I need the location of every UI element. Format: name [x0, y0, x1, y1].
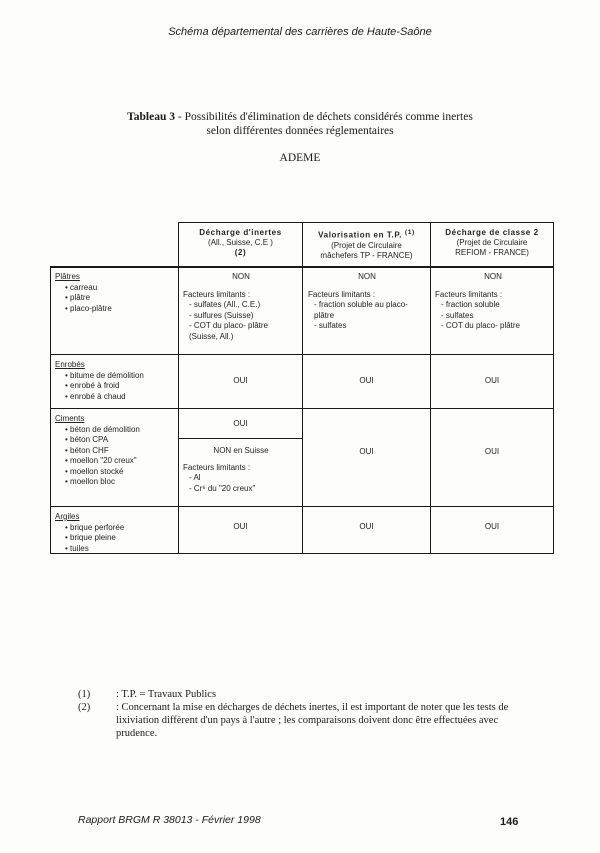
table-title [80, 110, 520, 138]
footnotes [78, 688, 524, 740]
list-item: - sulfates [441, 311, 551, 322]
cell-argiles-decharge-classe-2: OUI [484, 522, 500, 531]
list-item: - COT du placo- plâtre (Suisse, All.) [189, 321, 299, 342]
list-item: • brique perforée [65, 523, 177, 534]
cell-platres-decharge-classe-2: NON Facteurs limitants : - fraction soluble - sulfates - COT du placo- plâtre [435, 272, 551, 332]
list-item: • béton de démolition [65, 425, 177, 436]
column-header-decharge-inertes: Décharge d'inertes (All., Suisse, C.E ) (2) [199, 228, 282, 257]
cell-enrobes-decharge-classe-2: OUI [484, 376, 500, 385]
cell-argiles-valorisation-tp: OUI [359, 522, 374, 531]
list-item: • enrobé à froid [65, 381, 177, 392]
table-line [302, 222, 303, 554]
elimination-table [50, 222, 554, 554]
table-line [178, 222, 179, 554]
row-label-ciments: Ciments • béton de démolition • béton CPA • béton CHF • moellon "20 creux" • moellon stocké • moellon bloc [55, 414, 177, 488]
list-item: - Al [189, 473, 299, 484]
list-item: • tuiles [65, 544, 177, 555]
cell-platres-decharge-inertes: NON Facteurs limitants : - sulfates (All., C.E.) - sulfures (Suisse) - COT du placo- plâtre (Suisse, All.) [183, 272, 299, 342]
cell-ciments-valorisation-tp: OUI [359, 447, 374, 456]
row-label-enrobes: Enrobés • bitume de démolition • enrobé à froid • enrobé à chaud [55, 360, 177, 402]
list-item: - sulfates (All., C.E.) [189, 300, 299, 311]
table-line [178, 222, 554, 223]
list-item: • moellon stocké [65, 467, 177, 478]
table-line [178, 438, 302, 439]
column-header-valorisation-tp: Valorisation en T.P. $^{(1)}$ (Projet de Circulaire mâchefers TP - FRANCE) [318, 229, 415, 260]
list-item: • béton CPA [65, 435, 177, 446]
table-subtitle: ADEME [279, 152, 321, 164]
table-line [553, 222, 554, 554]
row-label-platres: Plâtres • carreau • plâtre • placo-plâtre [55, 272, 175, 314]
cell-ciments-decharge-inertes-top: OUI [233, 419, 248, 428]
cell-ciments-decharge-classe-2: OUI [484, 447, 500, 456]
cell-enrobes-valorisation-tp: OUI [359, 376, 374, 385]
table-title-line1: - Possibilités d'élimination de déchets considérés comme inertes [175, 111, 473, 123]
cell-enrobes-decharge-inertes: OUI [233, 376, 248, 385]
list-item: • plâtre [65, 293, 175, 304]
column-header-decharge-classe-2: Décharge de classe 2 (Projet de Circulaire REFIOM - FRANCE) [445, 228, 539, 257]
list-item: - Cr⁶ du "20 creux" [189, 484, 299, 495]
footnote-1: (1) : T.P. = Travaux Publics [78, 689, 217, 700]
list-item: • carreau [65, 283, 175, 294]
list-item: • moellon "20 creux" [65, 456, 177, 467]
page-number: 146 [500, 816, 519, 828]
list-item: • placo-plâtre [65, 304, 175, 315]
table-line [430, 222, 431, 554]
list-item: - fraction soluble [441, 300, 551, 311]
list-item: • bitume de démolition [65, 371, 177, 382]
list-item: • brique pleine [65, 533, 177, 544]
list-item: • béton CHF [65, 446, 177, 457]
table-line [50, 266, 51, 554]
table-title-line2: selon différentes données réglementaires [206, 125, 394, 137]
list-item: • enrobé à chaud [65, 392, 177, 403]
report-footer: Rapport BRGM R 38013 - Février 1998 [78, 814, 261, 826]
list-item: - sulfures (Suisse) [189, 311, 299, 322]
table-title-label: Tableau 3 [127, 111, 176, 123]
list-item: - sulfates [314, 321, 426, 332]
cell-argiles-decharge-inertes: OUI [233, 522, 248, 531]
footnote-2: (2) : Concernant la mise en décharges de déchets inertes, il est important de noter que les tests de lixiviation diffèrent d'un pays à l'autre ; les comparaisons doivent donc être effectuées avec prudence. [78, 702, 509, 739]
cell-ciments-decharge-inertes-bottom: NON en Suisse Facteurs limitants : - Al - Cr⁶ du "20 creux" [183, 446, 299, 494]
cell-platres-valorisation-tp: NON Facteurs limitants : - fraction soluble au placo-plâtre - sulfates [308, 272, 426, 332]
running-header: Schéma départemental des carrières de Haute-Saône [168, 26, 432, 38]
list-item: • moellon bloc [65, 477, 177, 488]
row-label-argiles: Argiles • brique perforée • brique pleine • tuiles [55, 512, 177, 554]
list-item: - fraction soluble au placo-plâtre [314, 300, 426, 321]
list-item: - COT du placo- plâtre [441, 321, 551, 332]
